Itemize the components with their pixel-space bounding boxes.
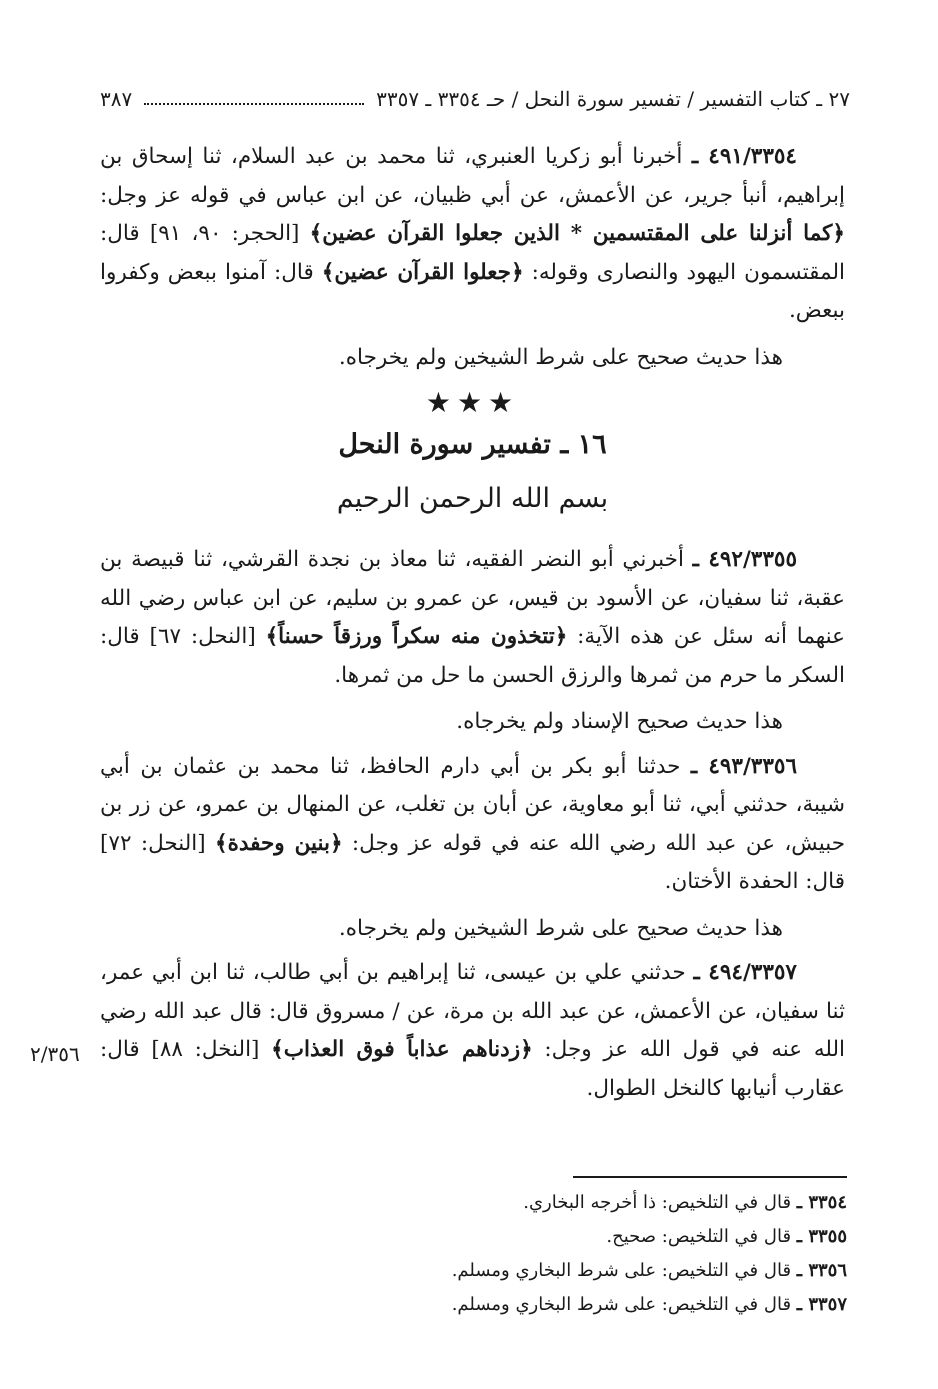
quran-quote: ﴿بنين وحفدة﴾ — [214, 830, 343, 856]
hadith-text: حدثني علي بن عيسى، ثنا إبراهيم بن أبي طالب، ثنا ابن أبي عمر، ثنا سفيان، عن الأعمش، عن عبد الله بن مرة، عن / مسروق قال: قال عبد الله رضي الله عنه في قول الله عز وجل: — [100, 960, 846, 1062]
hadith-text: [الحجر: ٩٠، ٩١] قال: المقتسمون اليهود والنصارى وقوله: — [100, 221, 846, 285]
running-title: ٢٧ ـ كتاب التفسير / تفسير سورة النحل / حـ ٣٣٥٤ ـ ٣٣٥٧ — [376, 87, 850, 111]
footnote-text: قال في التلخيص: صحيح. — [606, 1226, 797, 1247]
page-number: ٣٨٧ — [100, 87, 133, 111]
hadith-text: أخبرنا أبو زكريا العنبري، ثنا محمد بن عبد السلام، ثنا إسحاق بن إبراهيم، أنبأ جرير، عن الأعمش، عن أبي ظبيان، عن ابن عباس في قوله عز وجل: — [100, 144, 845, 208]
footnote-text: قال في التلخيص: على شرط البخاري ومسلم. — [451, 1260, 797, 1281]
footnote — [300, 1220, 847, 1254]
quran-quote: ﴿تتخذون منه سكراً ورزقاً حسناً﴾ — [265, 624, 568, 649]
hadith-number: ٤٩١/٣٣٥٤ ـ — [691, 144, 797, 169]
hadith-3355 — [100, 541, 845, 695]
footnote-number: ٣٣٥٥ ـ — [796, 1226, 847, 1247]
hadith-text: [النحل: ٧٢] قال: الحفدة الأختان. — [100, 830, 845, 894]
hadith-verdict: هذا حديث صحيح الإسناد ولم يخرجاه. — [456, 709, 783, 734]
footnote-text: قال في التلخيص: على شرط البخاري ومسلم. — [451, 1294, 797, 1315]
hadith-text: [النحل: ٦٧] قال: السكر ما حرم من ثمرها والرزق الحسن ما حل من ثمرها. — [100, 624, 845, 688]
quran-quote: ﴿كما أنزلنا على المقتسمين * الذين جعلوا القرآن عضين﴾ — [309, 221, 845, 246]
footnote-text: قال في التلخيص: ذا أخرجه البخاري. — [523, 1192, 797, 1213]
hadith-3354 — [100, 138, 845, 331]
quran-quote: ﴿جعلوا القرآن عضين﴾ — [321, 259, 524, 285]
hadith-3357 — [100, 954, 845, 1108]
footnotes — [300, 1186, 847, 1322]
footnote-divider — [573, 1176, 847, 1178]
basmala: بسم الله الرحمن الرحيم — [336, 483, 609, 514]
hadith-number: ٤٩٢/٣٣٥٥ ـ — [692, 547, 797, 572]
quran-quote: ﴿زدناهم عذاباً فوق العذاب﴾ — [271, 1037, 533, 1062]
footnote-number: ٣٣٥٤ ـ — [796, 1192, 847, 1213]
hadith-verdict: هذا حديث صحيح على شرط الشيخين ولم يخرجاه. — [338, 915, 783, 941]
margin-volume-reference: ٢/٣٥٦ — [30, 1042, 80, 1066]
surah-heading: ١٦ ـ تفسير سورة النحل — [338, 429, 607, 460]
hadith-text: أخبرني أبو النضر الفقيه، ثنا معاذ بن نجدة القرشي، ثنا قبيصة بن عقبة، ثنا سفيان، عن الأسود بن قيس، عن عمرو بن سليم، عن ابن عباس رضي الله عنهما أنه سئل عن هذه الآية: — [100, 547, 845, 649]
main-text — [100, 138, 845, 1108]
footnote — [300, 1254, 847, 1288]
section-stars: ★★★ — [425, 386, 520, 419]
hadith-text: [النخل: ٨٨] قال: عقارب أنيابها كالنخل الطوال. — [100, 1037, 845, 1101]
hadith-text: حدثنا أبو بكر بن أبي دارم الحافظ، ثنا محمد بن عثمان بن أبي شيبة، حدثني أبي، ثنا أبو معاوية، عن أبان بن تغلب، عن المنهال بن عمرو، عن زر بن حبيش، عن عبد الله رضي الله عنه في قوله عز وجل: — [100, 753, 845, 856]
hadith-text: قال: آمنوا ببعض وكفروا ببعض. — [100, 259, 845, 323]
footnote-number: ٣٣٥٦ ـ — [796, 1260, 847, 1281]
hadith-verdict: هذا حديث صحيح على شرط الشيخين ولم يخرجاه. — [338, 344, 783, 370]
hadith-number: ٤٩٤/٣٣٥٧ ـ — [693, 960, 797, 985]
running-header — [100, 82, 850, 116]
footnote — [300, 1288, 847, 1322]
footnote-number: ٣٣٥٧ ـ — [796, 1294, 847, 1315]
hadith-number: ٤٩٣/٣٣٥٦ ـ — [690, 753, 797, 779]
footnote — [300, 1186, 847, 1220]
hadith-3356 — [100, 748, 845, 902]
leader-dots — [144, 93, 364, 105]
